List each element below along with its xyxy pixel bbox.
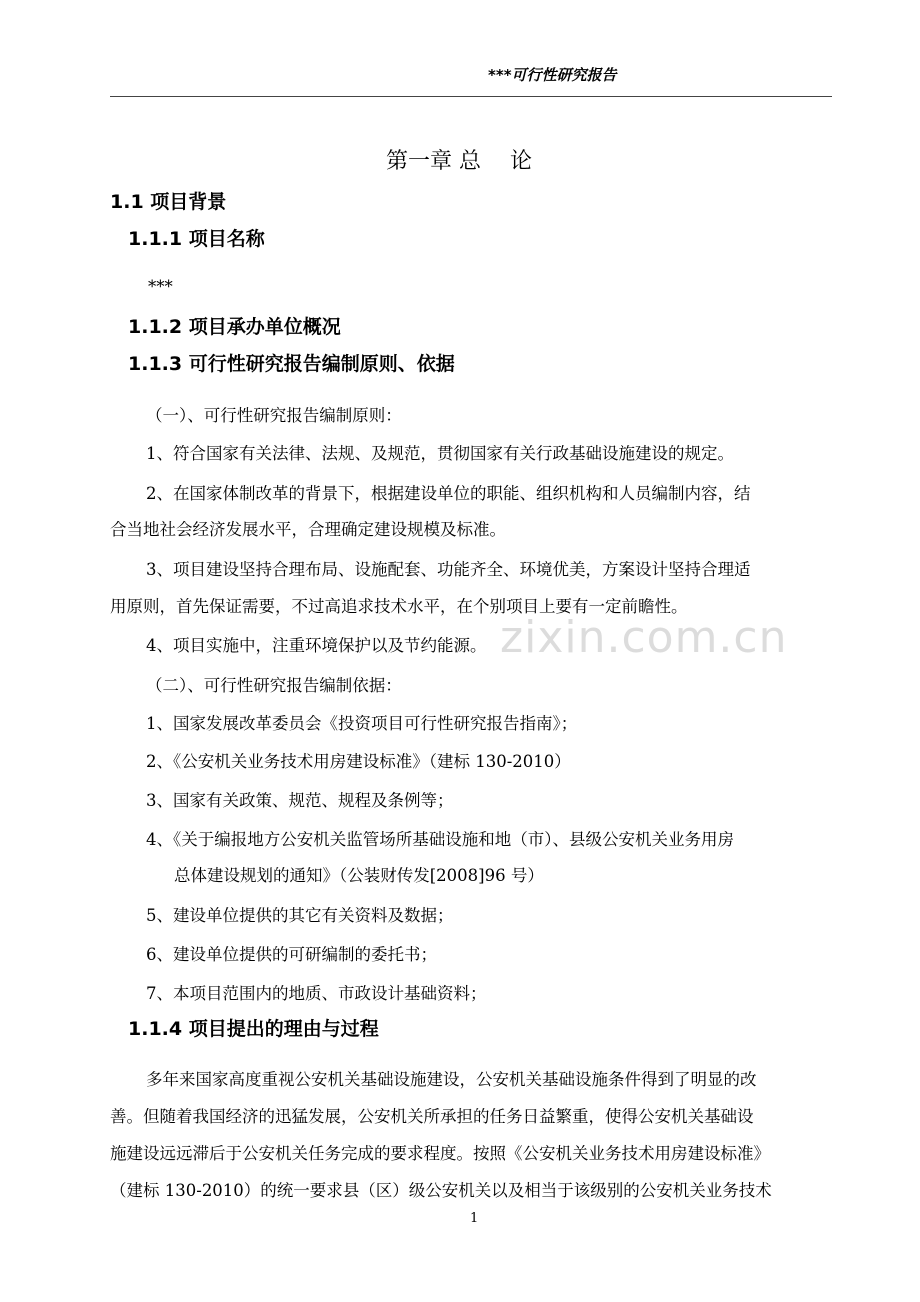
section-heading-1-1-1: 1.1.1 项目名称 xyxy=(128,228,265,250)
reason-paragraph-line-2: 善。但随着我国经济的迅猛发展，公安机关所承担的任务日益繁重，使得公安机关基础设 xyxy=(110,1107,754,1126)
principle-item-1: 1、符合国家有关法律、法规、及规范，贯彻国家有关行政基础设施建设的规定。 xyxy=(146,444,734,463)
basis-heading: （二）、可行性研究报告编制依据： xyxy=(146,676,402,695)
reason-paragraph-line-4: （建标 130-2010）的统一要求县（区）级公安机关以及相当于该级别的公安机关业务技术 xyxy=(110,1181,772,1200)
principle-item-2-line-2: 合当地社会经济发展水平，合理确定建设规模及标准。 xyxy=(110,520,506,539)
watermark: zixin.com.cn xyxy=(500,612,788,663)
principle-item-2-line-1: 2、在国家体制改革的背景下，根据建设单位的职能、组织机构和人员编制内容，结 xyxy=(146,484,751,503)
project-name-value: *** xyxy=(148,277,173,296)
principle-item-4: 4、项目实施中，注重环境保护以及节约能源。 xyxy=(146,636,487,655)
header-divider xyxy=(110,96,832,97)
basis-item-6: 6、建设单位提供的可研编制的委托书； xyxy=(146,945,437,964)
principle-item-3-line-2: 用原则，首先保证需要，不过高追求技术水平，在个别项目上要有一定前瞻性。 xyxy=(110,597,688,616)
reason-paragraph-line-1: 多年来国家高度重视公安机关基础设施建设，公安机关基础设施条件得到了明显的改 xyxy=(146,1070,757,1089)
section-heading-1-1: 1.1 项目背景 xyxy=(110,191,227,213)
basis-item-1: 1、国家发展改革委员会《投资项目可行性研究报告指南》； xyxy=(146,714,578,733)
principles-heading: （一）、可行性研究报告编制原则： xyxy=(146,406,402,425)
basis-item-5: 5、建设单位提供的其它有关资料及数据； xyxy=(146,906,454,925)
basis-item-4-line-1: 4、《关于编报地方公安机关监管场所基础设施和地（市）、县级公安机关业务用房 xyxy=(146,830,734,849)
section-heading-1-1-4: 1.1.4 项目提出的理由与过程 xyxy=(128,1018,379,1040)
section-heading-1-1-2: 1.1.2 项目承办单位概况 xyxy=(128,316,341,338)
section-heading-1-1-3: 1.1.3 可行性研究报告编制原则、依据 xyxy=(128,353,455,375)
basis-item-2: 2、《公安机关业务技术用房建设标准》（建标 130-2010） xyxy=(146,752,571,771)
basis-item-7: 7、本项目范围内的地质、市政设计基础资料； xyxy=(146,984,487,1003)
page-number: 1 xyxy=(470,1211,479,1226)
chapter-title: 第一章 总 论 xyxy=(386,149,532,174)
basis-item-3: 3、国家有关政策、规范、规程及条例等； xyxy=(146,791,454,810)
header-title: ***可行性研究报告 xyxy=(488,66,617,84)
basis-item-4-line-2: 总体建设规划的通知》（公装财传发[2008]96 号） xyxy=(174,866,544,885)
reason-paragraph-line-3: 施建设远远滞后于公安机关任务完成的要求程度。按照《公安机关业务技术用房建设标准》 xyxy=(110,1144,770,1163)
principle-item-3-line-1: 3、项目建设坚持合理布局、设施配套、功能齐全、环境优美，方案设计坚持合理适 xyxy=(146,560,751,579)
